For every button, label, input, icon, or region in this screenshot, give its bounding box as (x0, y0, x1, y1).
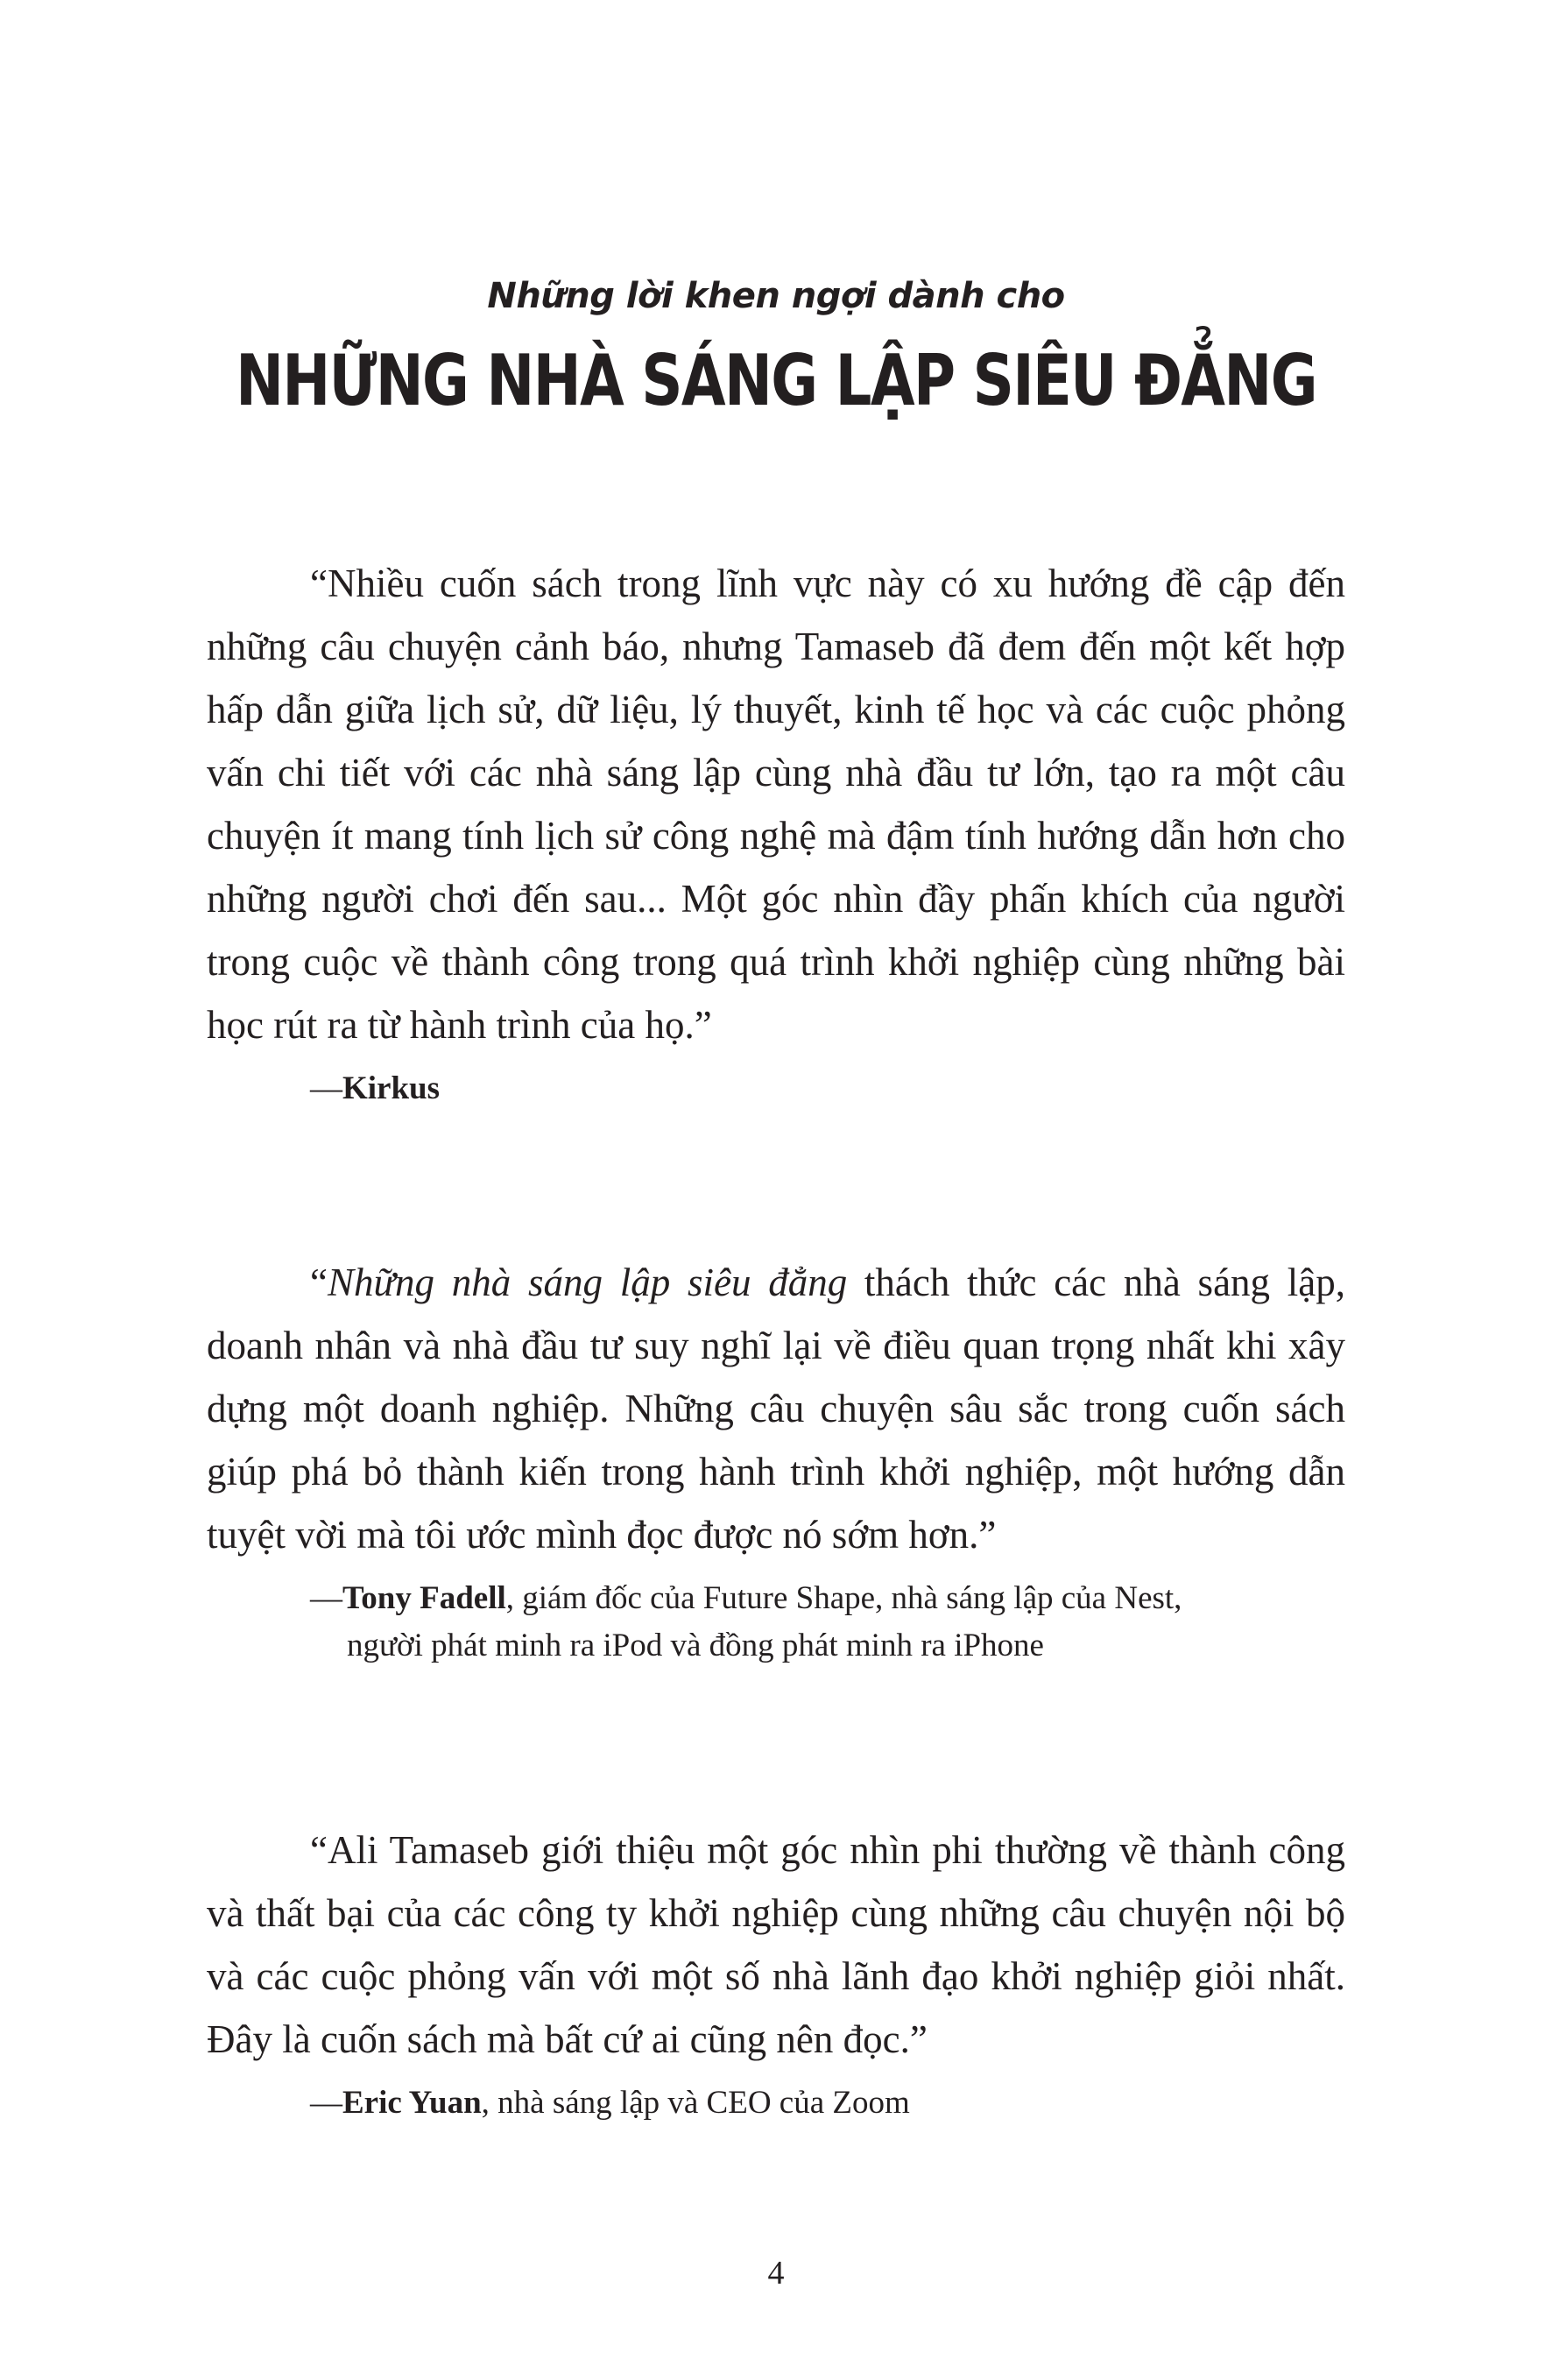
quote-body: “Ali Tamaseb giới thiệu một góc nhìn phi thường về thành công và thất bại của các công ty khởi nghiệp cùng những câu chuyện nội bộ và các cuộc phỏng vấn với một số nhà lãnh đạo khởi nghiệp giỏi nhất. Đây là cuốn sách mà bất cứ ai cũng nên đọc.” (207, 1828, 1345, 2061)
book-title-italic: Những nhà sáng lập siêu đẳng (327, 1261, 848, 1304)
attribution-author: Kirkus (342, 1070, 441, 1106)
attribution-role: , nhà sáng lập và CEO của Zoom (481, 2085, 910, 2121)
quote-text (207, 1819, 1345, 2071)
attribution-role: , giám đốc của Future Shape, nhà sáng lập của Nest, (505, 1580, 1182, 1616)
quote-body: thách thức các nhà sáng lập, doanh nhân và nhà đầu tư suy nghĩ lại về điều quan trọng nhất khi xây dựng một doanh nghiệp. Những câu chuyện sâu sắc trong cuốn sách giúp phá bỏ thành kiến trong hành trình khởi nghiệp, một hướng dẫn tuyệt vời mà tôi ước mình đọc được nó sớm hơn.” (207, 1261, 1346, 1557)
quote-text (207, 552, 1345, 1056)
testimonial-tony-fadell (207, 1251, 1345, 1670)
book-title: NHỮNG NHÀ SÁNG LẬP SIÊU ĐẲNG (236, 340, 1316, 421)
attribution-author: Eric Yuan (342, 2085, 482, 2121)
quote-attribution (310, 1575, 1345, 1670)
attribution-dash: — (310, 1070, 342, 1106)
quote-text (207, 1251, 1345, 1566)
attribution-dash: — (310, 1580, 342, 1616)
attribution-author: Tony Fadell (342, 1580, 506, 1616)
testimonial-eric-yuan (207, 1819, 1345, 2127)
quote-attribution (310, 2080, 1345, 2127)
quote-attribution (310, 1065, 1345, 1112)
open-quote-mark: “ (310, 1261, 328, 1304)
quote-body: “Nhiều cuốn sách trong lĩnh vực này có xu hướng đề cập đến những câu chuyện cảnh báo, nhưng Tamaseb đã đem đến một kết hợp hấp dẫn giữa lịch sử, dữ liệu, lý thuyết, kinh tế học và các cuộc phỏng vấn chi tiết với các nhà sáng lập cùng nhà đầu tư lớn, tạo ra một câu chuyện ít mang tính lịch sử công nghệ mà đậm tính hướng dẫn hơn cho những người chơi đến sau... Một góc nhìn đầy phấn khích của người trong cuộc về thành công trong quá trình khởi nghiệp cùng những bài học rút ra từ hành trình của họ.” (207, 561, 1345, 1047)
attribution-role-continued: người phát minh ra iPod và đồng phát minh ra iPhone (347, 1628, 1044, 1663)
attribution-dash: — (310, 2085, 342, 2121)
page-number: 4 (767, 2255, 785, 2292)
praise-subtitle: Những lời khen ngợi dành cho (487, 276, 1065, 316)
testimonial-kirkus (207, 552, 1345, 1112)
